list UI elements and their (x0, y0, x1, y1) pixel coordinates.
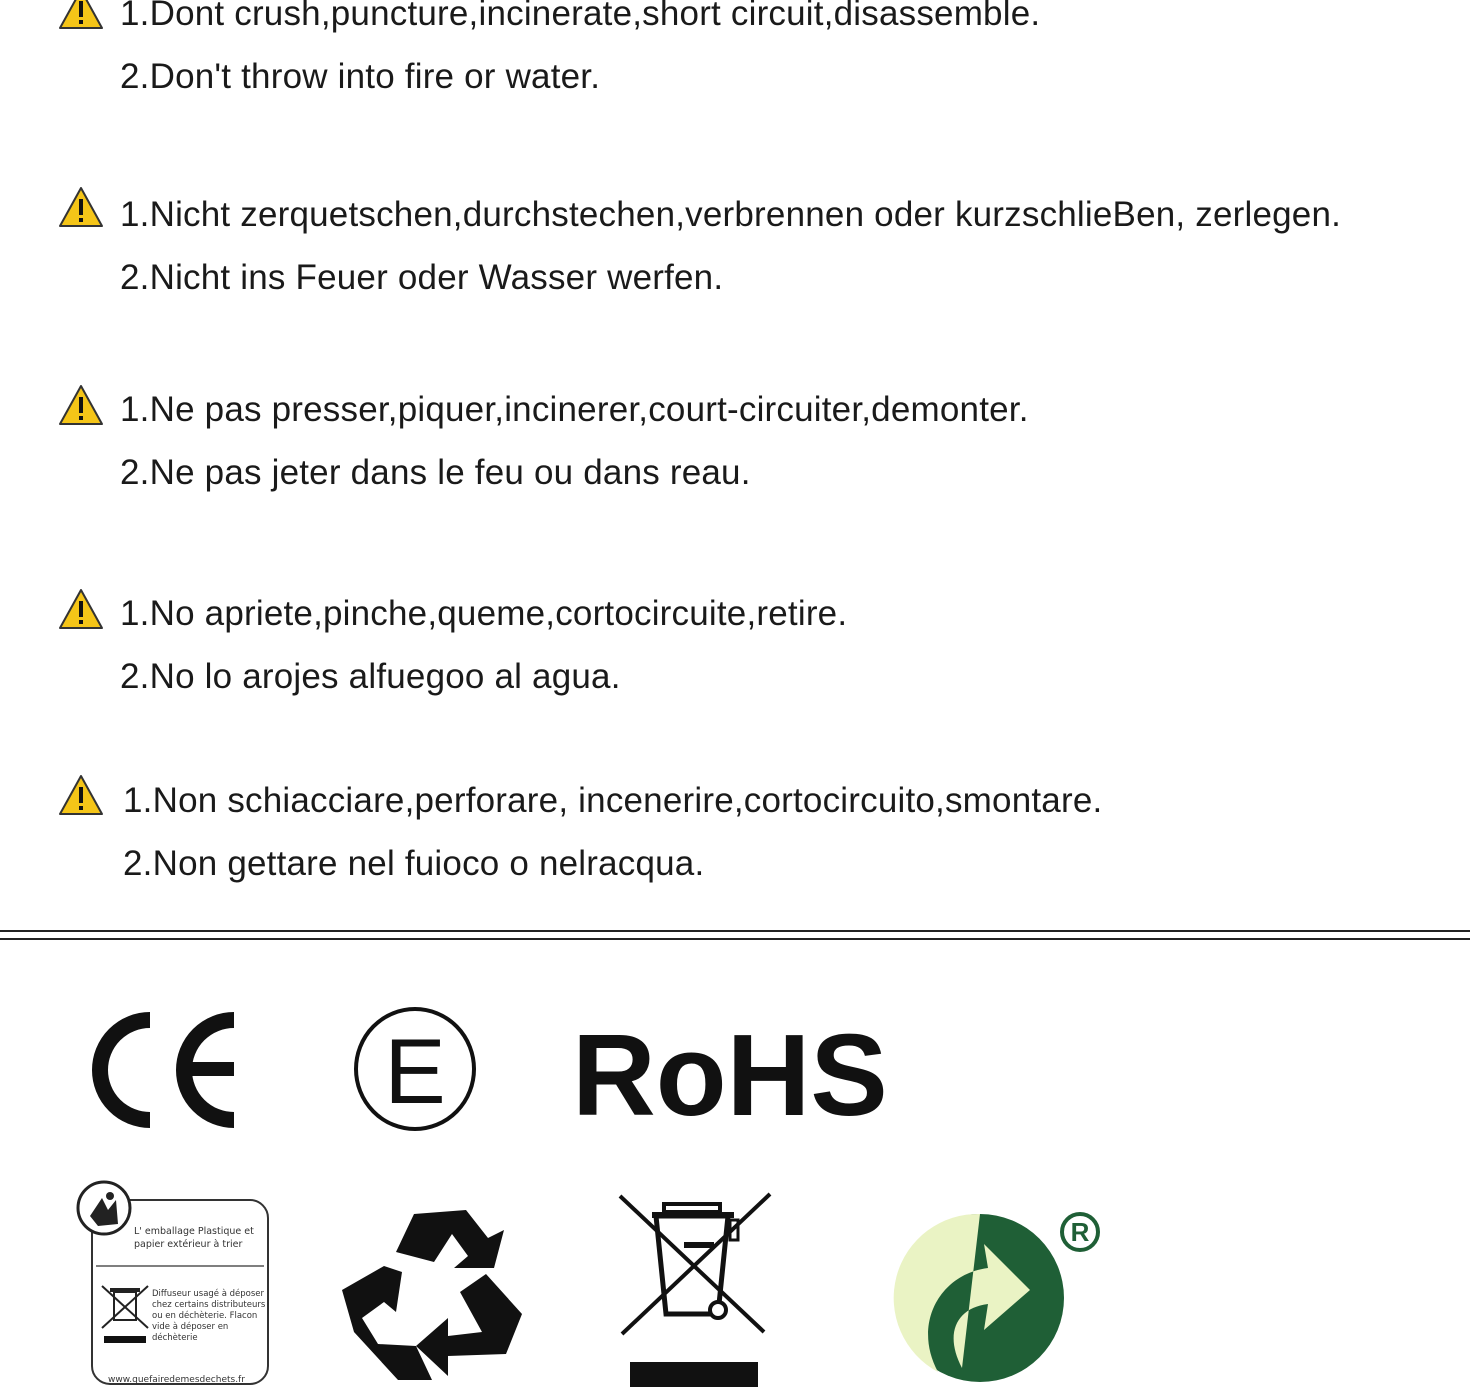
warning-line-1: 1.Nicht zerquetschen,durchstechen,verbrennen oder kurzschlieBen, zerlegen. (120, 195, 1342, 234)
svg-text:vide à déposer en: vide à déposer en (152, 1322, 229, 1332)
warning-icon (58, 774, 104, 816)
green-dot-icon (892, 1204, 1112, 1387)
svg-text:www.quefairedemesdechets.fr: www.quefairedemesdechets.fr (108, 1375, 245, 1385)
svg-text:Diffuseur usagé à déposer: Diffuseur usagé à déposer (152, 1289, 265, 1299)
ce-mark (88, 1010, 248, 1130)
rohs-mark: RoHS (572, 1010, 888, 1140)
svg-text:papier extérieur à trier: papier extérieur à trier (134, 1239, 243, 1250)
warning-icon (58, 588, 104, 630)
warning-icon (58, 0, 104, 30)
svg-text:chez certains distributeurs: chez certains distributeurs (152, 1300, 266, 1310)
svg-text:L' emballage Plastique et: L' emballage Plastique et (134, 1226, 254, 1237)
svg-text:E: E (384, 1021, 446, 1123)
warning-line-1: 1.Ne pas presser,piquer,incinerer,court-circuiter,demonter. (120, 390, 1029, 429)
triman-logo (72, 1176, 274, 1387)
svg-text:R: R (1070, 1217, 1090, 1247)
warning-line-2: 2.Non gettare nel fuioco o nelracqua. (123, 844, 705, 883)
warning-line-1: 1.No apriete,pinche,queme,cortocircuite,retire. (120, 594, 848, 633)
warning-icon (58, 186, 104, 228)
recycle-icon (336, 1200, 536, 1387)
warning-icon (58, 384, 104, 426)
separator-line-top (0, 930, 1470, 932)
svg-text:déchèterie: déchèterie (152, 1333, 198, 1343)
svg-text:ou en déchèterie. Flacon: ou en déchèterie. Flacon (152, 1311, 258, 1321)
warning-line-1: 1.Non schiacciare,perforare, incenerire,cortocircuito,smontare. (123, 781, 1103, 820)
small-weee-icon (102, 1286, 148, 1343)
warning-line-2: 2.Ne pas jeter dans le feu ou dans reau. (120, 453, 751, 492)
weee-crossed-bin-icon (612, 1190, 776, 1387)
warning-line-2: 2.Nicht ins Feuer oder Wasser werfen. (120, 258, 724, 297)
warning-line-2: 2.Don't throw into fire or water. (120, 57, 601, 96)
separator-line-bottom (0, 938, 1470, 940)
warning-line-1: 1.Dont crush,puncture,incinerate,short circuit,disassemble. (120, 0, 1041, 33)
e-mark (352, 1005, 478, 1133)
warning-line-2: 2.No lo arojes alfuegoo al agua. (120, 657, 621, 696)
